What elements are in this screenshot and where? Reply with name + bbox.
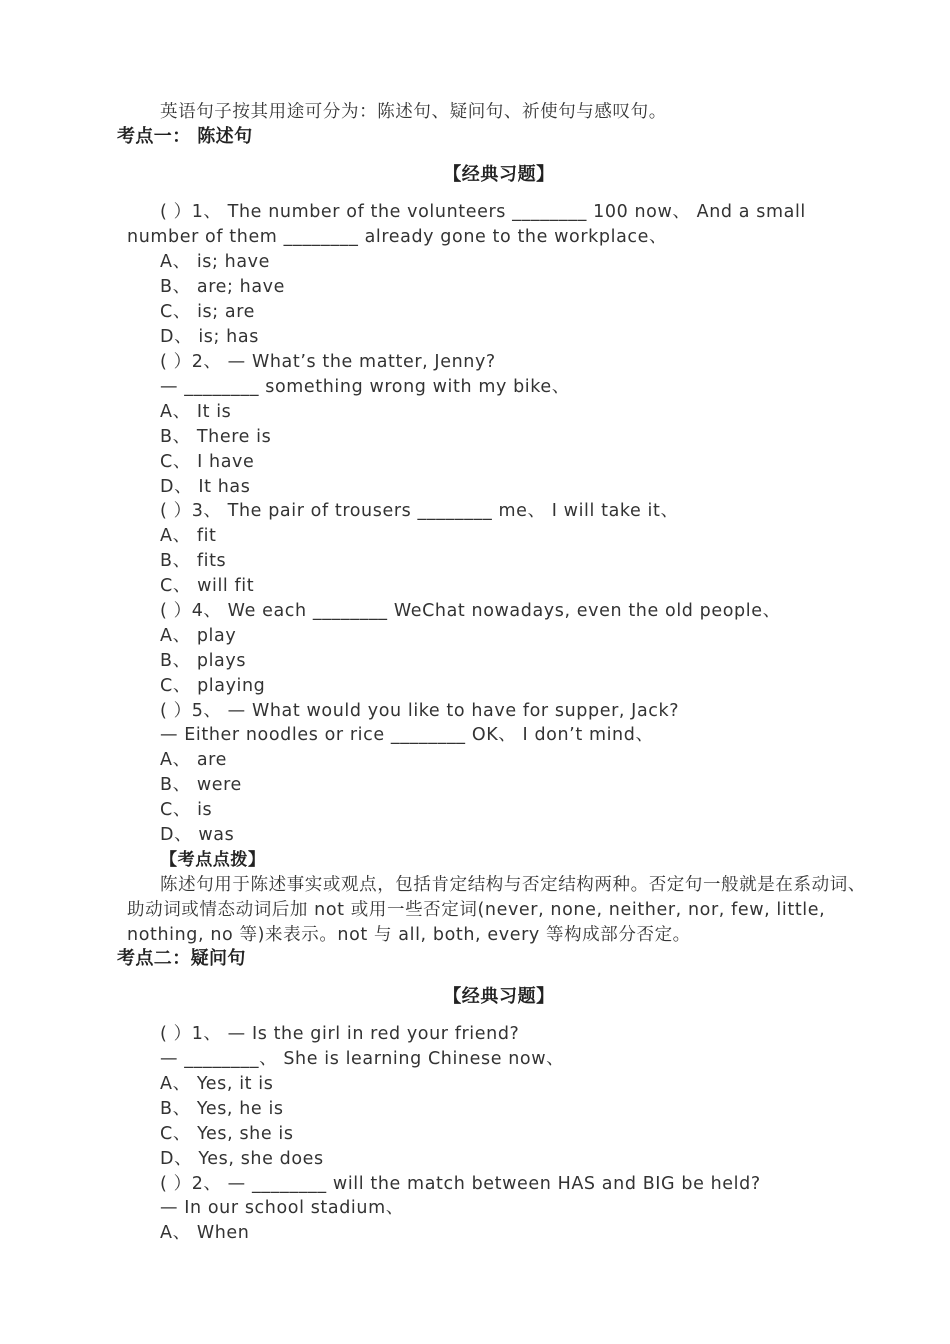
option: D、 It has [160, 477, 251, 497]
question-stem-cont: — ________、 She is learning Chinese now、 [160, 1049, 565, 1069]
option: C、 Yes, she is [160, 1124, 294, 1144]
option: A、 When [160, 1223, 250, 1243]
section2-heading: 考点二：疑问句 [117, 948, 246, 969]
tip-text: 陈述句用于陈述事实或观点，包括肯定结构与否定结构两种。否定句一般就是在系动词、 [160, 875, 866, 895]
tip-text: 助动词或情态动词后加 not 或用一些否定词(never, none, neither, nor, few, little, [127, 900, 826, 920]
option: C、 I have [160, 452, 255, 472]
option: C、 playing [160, 676, 266, 696]
tip-text: nothing, no 等)来表示。not 与 all, both, every 等构成部分否定。 [127, 925, 691, 945]
section1-exercise-title: 【经典习题】 [443, 164, 555, 185]
option: D、 Yes, she does [160, 1149, 324, 1169]
question-stem-cont: number of them ________ already gone to the workplace、 [127, 227, 668, 247]
option: C、 is; are [160, 302, 256, 322]
option: D、 is; has [160, 327, 259, 347]
option: A、 are [160, 750, 227, 770]
question-stem: ( ）3、 The pair of trousers ________ me、 I will take it、 [160, 501, 679, 521]
option: C、 is [160, 800, 213, 820]
option: B、 Yes, he is [160, 1099, 284, 1119]
question-stem-cont: — ________ something wrong with my bike、 [160, 377, 570, 397]
question-stem: ( ）1、 The number of the volunteers ________ 100 now、 And a small [160, 202, 806, 222]
question-stem: ( ）2、 — ________ will the match between HAS and BIG be held? [160, 1174, 761, 1194]
option: A、 fit [160, 526, 217, 546]
question-stem: ( ）2、 — What’s the matter, Jenny? [160, 352, 496, 372]
question-stem: ( ）1、 — Is the girl in red your friend? [160, 1024, 520, 1044]
option: A、 is; have [160, 252, 271, 272]
question-stem-cont: — Either noodles or rice ________ OK、 I don’t mind、 [160, 725, 654, 745]
option: B、 fits [160, 551, 227, 571]
question-stem: ( ）4、 We each ________ WeChat nowadays, even the old people、 [160, 601, 781, 621]
question-stem-cont: — In our school stadium、 [160, 1198, 404, 1218]
option: D、 was [160, 825, 235, 845]
option: B、 are; have [160, 277, 285, 297]
section1-heading: 考点一： 陈述句 [117, 126, 253, 147]
option: A、 Yes, it is [160, 1074, 274, 1094]
section2-exercise-title: 【经典习题】 [443, 986, 555, 1007]
option: C、 will fit [160, 576, 255, 596]
option: B、 There is [160, 427, 272, 447]
option: B、 were [160, 775, 242, 795]
intro-text: 英语句子按其用途可分为：陈述句、疑问句、祈使句与感叹句。 [160, 102, 667, 122]
tip-title: 【考点点拨】 [160, 850, 266, 870]
option: A、 It is [160, 402, 232, 422]
option: A、 play [160, 626, 237, 646]
option: B、 plays [160, 651, 247, 671]
question-stem: ( ）5、 — What would you like to have for supper, Jack? [160, 701, 680, 721]
